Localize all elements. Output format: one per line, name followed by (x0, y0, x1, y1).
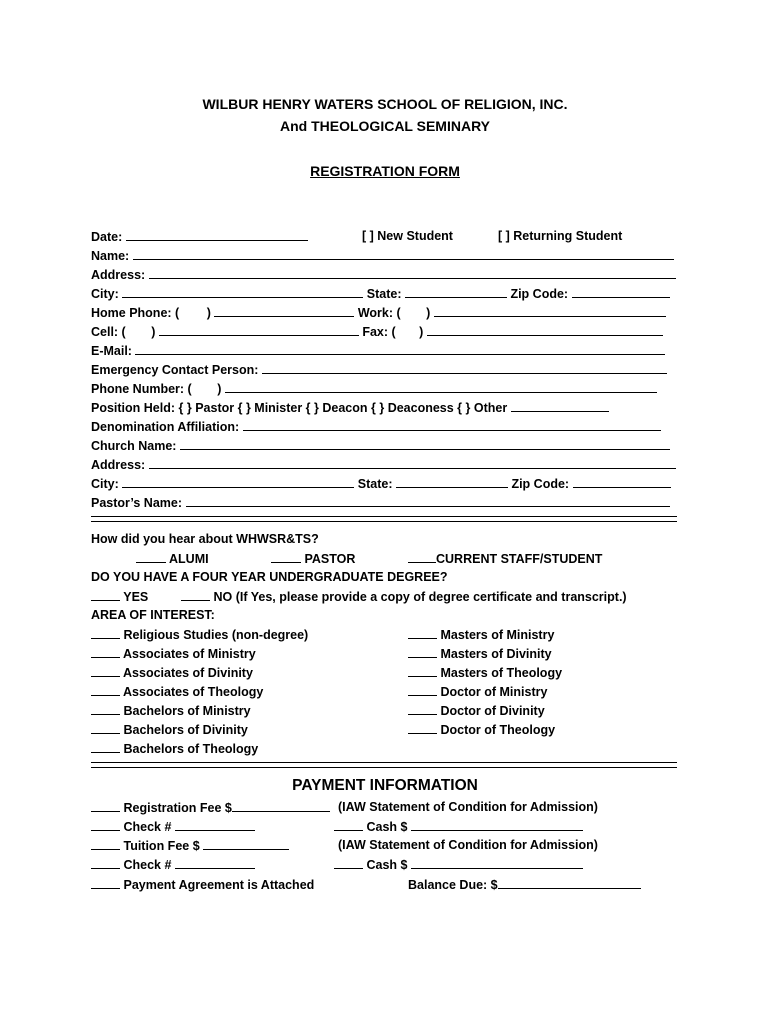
address-field[interactable] (149, 266, 676, 279)
zip-label: Zip Code: (510, 287, 569, 301)
church-name-label: Church Name: (91, 439, 177, 453)
cash-label: Cash $ (366, 858, 408, 872)
registration-fee-label: Registration Fee $ (123, 801, 232, 815)
cell-label: Cell: ( (91, 325, 126, 339)
interest-label: Bachelors of Theology (123, 742, 259, 756)
name-field[interactable] (133, 247, 674, 260)
other-option[interactable]: } Other (465, 401, 508, 415)
pastors-name-row (91, 494, 670, 511)
interest-label: Associates of Ministry (123, 647, 256, 661)
emergency-field[interactable] (262, 361, 667, 374)
date-label: Date: (91, 230, 123, 244)
cash-label: Cash $ (366, 820, 408, 834)
interest-option[interactable] (91, 664, 253, 681)
cash-amount-field[interactable] (411, 818, 583, 831)
church-city-label: City: (91, 477, 119, 491)
church-zip-field[interactable] (573, 475, 671, 488)
degree-yes-option[interactable] (91, 588, 148, 605)
minister-option[interactable]: } Minister { (245, 401, 311, 415)
cell-field[interactable] (159, 323, 359, 336)
staff-student-label: CURRENT STAFF/STUDENT (436, 552, 603, 566)
church-city-field[interactable] (122, 475, 354, 488)
interest-label: Associates of Divinity (123, 666, 253, 680)
church-city-row (91, 475, 671, 492)
payment-heading: PAYMENT INFORMATION (292, 777, 478, 794)
state-field[interactable] (405, 285, 507, 298)
tuition-fee-field[interactable] (203, 837, 289, 850)
registration-fee-field[interactable] (232, 799, 330, 812)
interest-option[interactable] (408, 664, 562, 681)
iaw-note: (IAW Statement of Condition for Admission) (338, 800, 598, 814)
city-label: City: (91, 287, 119, 301)
seminary-name: And THEOLOGICAL SEMINARY (280, 118, 490, 134)
city-field[interactable] (122, 285, 363, 298)
school-name: WILBUR HENRY WATERS SCHOOL OF RELIGION, INC. (202, 96, 568, 112)
cell-row: Cell: ( ) Fax: ( ) (91, 323, 663, 340)
tuition-fee-label: Tuition Fee $ (123, 839, 200, 853)
check-label: Check # (123, 820, 172, 834)
balance-due-label: Balance Due: $ (408, 878, 498, 892)
position-row (91, 399, 609, 416)
hear-about-question: How did you hear about WHWSR&TS? (91, 532, 319, 546)
church-state-label: State: (357, 477, 393, 491)
state-label: State: (366, 287, 402, 301)
zip-field[interactable] (572, 285, 670, 298)
form-title-wrap (0, 163, 770, 179)
alumi-label: ALUMI (169, 552, 209, 566)
section-divider (91, 516, 677, 522)
fax-label: Fax: ( (362, 325, 396, 339)
tuition-fee-row[interactable] (91, 837, 289, 854)
interest-option[interactable] (408, 645, 552, 662)
interest-label: Masters of Divinity (440, 647, 552, 661)
email-label: E-Mail: (91, 344, 132, 358)
denomination-label: Denomination Affiliation: (91, 420, 240, 434)
check-number-field[interactable] (175, 818, 255, 831)
home-phone-label: Home Phone: ( (91, 306, 180, 320)
interest-option[interactable] (408, 626, 554, 643)
check-number-field[interactable] (175, 856, 255, 869)
interest-label: Associates of Theology (123, 685, 264, 699)
interest-label: Doctor of Ministry (440, 685, 548, 699)
date-row (91, 228, 308, 245)
home-phone-field[interactable] (214, 304, 354, 317)
church-state-field[interactable] (396, 475, 508, 488)
other-field[interactable] (511, 399, 609, 412)
fax-field[interactable] (427, 323, 663, 336)
church-zip-label: Zip Code: (511, 477, 570, 491)
pastors-name-field[interactable] (186, 494, 670, 507)
new-student-checkbox[interactable]: [ ] New Student (362, 229, 453, 243)
staff-student-option[interactable] (408, 550, 602, 567)
pastor-option[interactable]: } Pastor { (186, 401, 243, 415)
interest-option[interactable] (91, 683, 263, 700)
pastors-name-label: Pastor’s Name: (91, 496, 183, 510)
phone-row: Home Phone: ( ) Work: ( ) (91, 304, 666, 321)
denomination-field[interactable] (243, 418, 661, 431)
church-name-row (91, 437, 670, 454)
payment-agreement-row[interactable] (91, 876, 314, 893)
balance-due-row (408, 876, 641, 893)
address-row (91, 266, 676, 283)
no-label: NO (If Yes, please provide a copy of degree certificate and transcript.) (213, 590, 627, 604)
interest-label: Doctor of Theology (440, 723, 556, 737)
interest-option[interactable] (408, 683, 547, 700)
interest-label: Masters of Theology (440, 666, 563, 680)
check-row[interactable] (91, 856, 255, 873)
date-field[interactable] (126, 228, 308, 241)
interest-option[interactable] (91, 702, 251, 719)
interest-label: Masters of Ministry (440, 628, 555, 642)
interest-option[interactable] (91, 626, 308, 643)
deacon-option[interactable]: } Deacon { (314, 401, 376, 415)
emergency-phone-row: Phone Number: ( ) (91, 380, 657, 397)
cash-row[interactable] (334, 818, 583, 835)
interest-option[interactable] (91, 721, 248, 738)
emergency-phone-field[interactable] (225, 380, 657, 393)
interest-label: Bachelors of Ministry (123, 704, 251, 718)
emergency-label: Emergency Contact Person: (91, 363, 259, 377)
check-label: Check # (123, 858, 172, 872)
check-row[interactable] (91, 818, 255, 835)
address-label: Address: (91, 268, 146, 282)
form-title: REGISTRATION FORM (310, 163, 460, 179)
interest-option[interactable] (408, 702, 545, 719)
position-label: Position Held: { (91, 401, 184, 415)
interest-label: Bachelors of Divinity (123, 723, 248, 737)
section-divider (91, 762, 677, 768)
degree-question: DO YOU HAVE A FOUR YEAR UNDERGRADUATE DEGREE? (91, 570, 448, 584)
returning-student-checkbox[interactable]: [ ] Returning Student (498, 229, 623, 243)
interest-option[interactable] (91, 740, 258, 757)
deaconess-option[interactable]: } Deaconess { (379, 401, 463, 415)
area-of-interest-heading: AREA OF INTEREST: (91, 608, 215, 622)
cash-row[interactable] (334, 856, 583, 873)
phone-number-label: Phone Number: ( (91, 382, 192, 396)
church-address-row (91, 456, 676, 473)
church-address-label: Address: (91, 458, 146, 472)
registration-fee-row[interactable] (91, 799, 330, 816)
balance-due-field[interactable] (498, 876, 641, 889)
yes-label: YES (123, 590, 149, 604)
interest-label: Religious Studies (non-degree) (123, 628, 309, 642)
email-row (91, 342, 665, 359)
name-label: Name: (91, 249, 130, 263)
interest-option[interactable] (408, 721, 555, 738)
alumi-option[interactable] (136, 550, 209, 567)
email-field[interactable] (135, 342, 665, 355)
church-address-field[interactable] (149, 456, 676, 469)
pastor-referral-option[interactable] (271, 550, 355, 567)
work-label: Work: ( (357, 306, 401, 320)
cash-amount-field[interactable] (411, 856, 583, 869)
name-row (91, 247, 674, 264)
iaw-note: (IAW Statement of Condition for Admission) (338, 838, 598, 852)
pastor-referral-label: PASTOR (304, 552, 356, 566)
emergency-row (91, 361, 667, 378)
payment-agreement-label: Payment Agreement is Attached (123, 878, 315, 892)
church-name-field[interactable] (180, 437, 670, 450)
interest-option[interactable] (91, 645, 256, 662)
degree-no-option[interactable] (181, 588, 627, 605)
denomination-row (91, 418, 661, 435)
city-row (91, 285, 670, 302)
interest-label: Doctor of Divinity (440, 704, 545, 718)
work-phone-field[interactable] (434, 304, 666, 317)
